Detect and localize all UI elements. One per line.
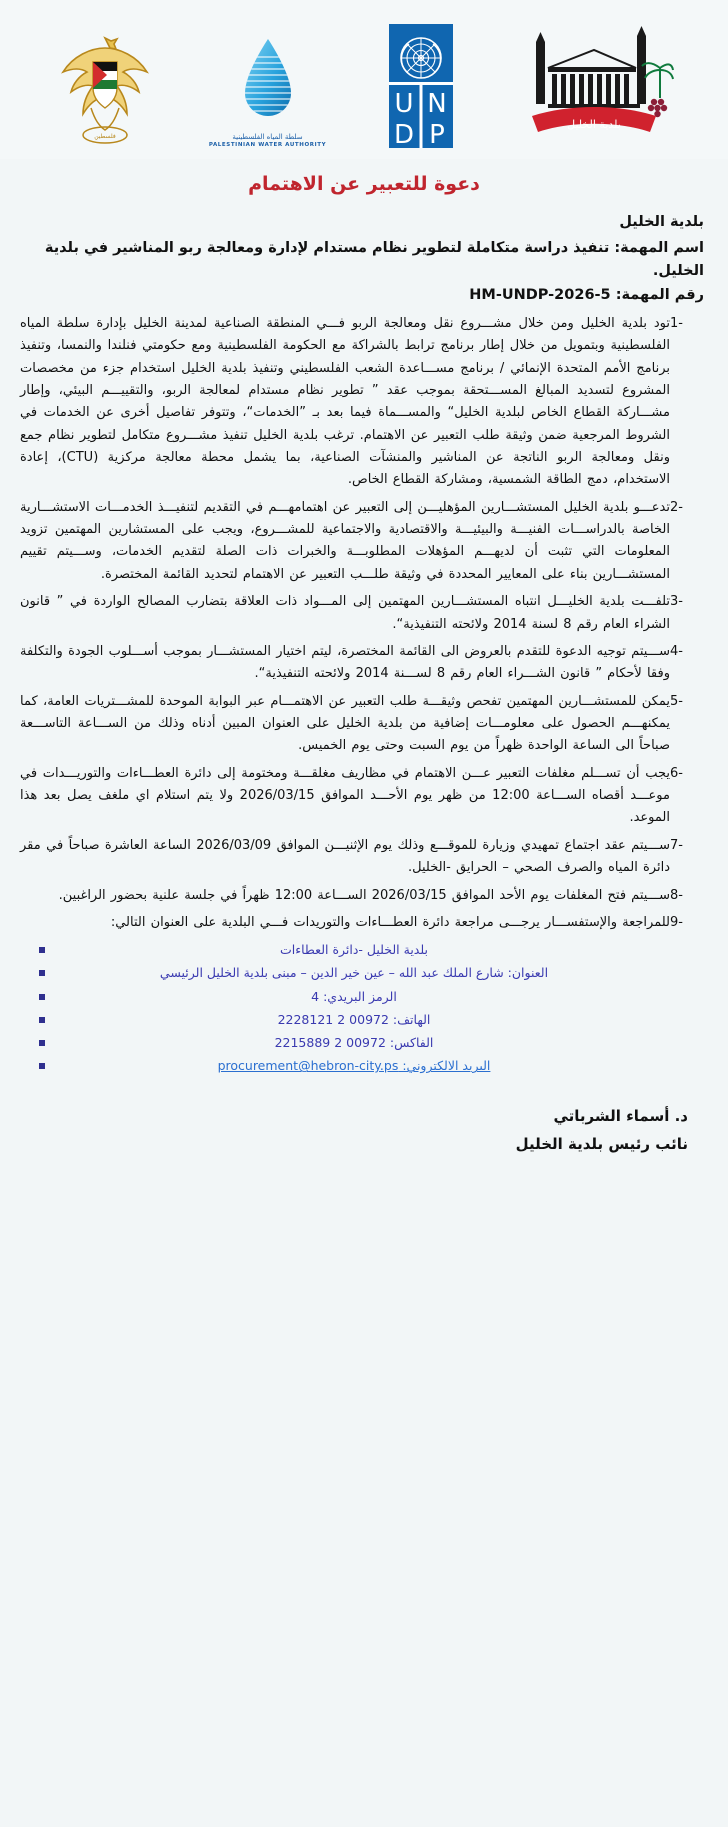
pwa-caption-ar: سلطة المياه الفلسطينية (232, 133, 303, 141)
clause-item (20, 763, 704, 830)
square-bullet-icon (34, 963, 50, 976)
clause-item (20, 641, 704, 686)
page-bottom-spacer (0, 1159, 728, 1219)
clause-text: تود بلدية الخليل ومن خلال مشـــروع نقل ومعالجة الربو فـــي المنطقة الصناعية لمدينة الخليل بإدارة سلطة المياه الفلسطينية وبتمويل من خلال إطار برنامج ترابط بالشراكة مع الحكومة الفلسطينية ومع حكومتي فنلندا والنمسا، وتنفيذ برنامج الأمم المتحدة الإنمائي / برنامج مســـاعدة الشعب الفلسطيني وتنفيذ بلدية الخليل استخدام جزء من مخصصات المشروع لتسديد المبالغ المســـتحقة بموجب عقد ” تطوير نظام مستدام لمعالجة الربو، والتقييـــم البيئي، وإطار مشـــاركة القطاع الخاص لبلدية الخليل“ والمســـماة فيما بعد بـ ”الخدمات“، وتتوفر تفاصيل أخرى عن الخدمات في الشروط المرجعية ضمن وثيقة طلب التعبير عن الاهتمام. ترغب بلدية الخليل تنفيذ مشـــروع متكامل لتطوير نظام جمع ونقل ومعالجة الربو الناتجة عن المناشير والمنشآت الصناعية، بما يشمل محطة معالجة مركزية (CTU)، إعادة الاستخدام، دمج الطاقة الشمسية، ومشاركة القطاع الخاص. (20, 315, 670, 488)
clause-number: 5- (670, 693, 683, 709)
clause-item (20, 691, 704, 758)
clause-text: ســـيتم توجيه الدعوة للتقدم بالعروض الى القائمة المختصرة، ليتم اختيار المستشـــار بموجب أســـلوب الجودة والتكلفة وفقا لأحكام ” قانون الشـــراء العام رقم 8 لســـنة 2014 ولائحته التنفيذية“. (20, 643, 670, 682)
clause-text: تدعـــو بلدية الخليل المستشـــارين المؤهليـــن إلى التعبير عن اهتمامهـــم في التقديم لتنفيـــذ الخدمـــات الاستشـــارية الخاصة بالدراســـات الفنيـــة والبيئيـــة والاقتصادية والاجتماعية للمشـــروع، ويجب على المستشارين المهتمين تزويد المعلومات التي تثبت أن لديهـــم المؤهلات المطلوبـــة والخبرات ذات الصلة لتقديم الخدمات، وســـيتم تقييم المستشـــارين بناء على المعايير المحددة في وثيقة طلـــب التعبير عن الاهتمام لتحديد القائمة المختصرة. (20, 499, 670, 582)
square-bullet-icon (34, 1010, 50, 1023)
clause-number: 2- (670, 499, 683, 515)
svg-text:U: U (393, 89, 414, 119)
clause-item (20, 313, 704, 492)
organization-name: بلدية الخليل (619, 214, 704, 230)
clause-number: 9- (670, 914, 683, 930)
mission-number-label: رقم المهمة: (610, 287, 704, 304)
signatory-position: نائب رئيس بلدية الخليل (515, 1135, 688, 1154)
clause-text: ســـيتم فتح المغلفات يوم الأحد الموافق 2026/03/15 الســـاعة 12:00 ظهراً في جلسة علنية بحضور الراغبين. (58, 887, 670, 903)
contact-list (0, 940, 728, 1077)
clause-item (20, 591, 704, 636)
clause-number: 8- (670, 887, 683, 903)
square-bullet-icon (34, 1056, 50, 1069)
square-bullet-icon (34, 1033, 50, 1046)
hebron-municipality-logo (509, 18, 679, 148)
clause-text: يمكن للمستشـــارين المهتمين تفحص وثيقـــة طلب التعبير عن الاهتمـــام عبر البوابة الموحدة للمشـــتريات العامة، كما يمكنهـــم الحصول على معلومـــات إضافية من بلدية الخليل على العنوان المبين أدناه وذلك من الســـاعة التاســـعة صباحاً الى الساعة الواحدة ظهراً من يوم السبت وحتى يوم الخميس. (20, 693, 670, 754)
clause-list (0, 313, 728, 934)
palestinian-authority-emblem (50, 18, 160, 148)
contact-department: بلدية الخليل -دائرة العطاءات (280, 942, 428, 958)
clause-text: للمراجعة والإستفســـار يرجـــى مراجعة دائرة العطـــاءات والتوريدات فـــي البلدية على العنوان التالي: (110, 914, 670, 930)
clause-number: 4- (670, 643, 683, 659)
clause-item (20, 912, 704, 934)
signature-block (0, 1080, 728, 1159)
contact-phone: الهاتف: 00972 2 2228121 (277, 1011, 431, 1027)
contact-email[interactable]: البريد الالكتروني: procurement@hebron-city.ps (217, 1058, 491, 1074)
clause-item (20, 835, 704, 880)
clause-item (20, 885, 704, 907)
logo-band (0, 0, 728, 159)
pwa-caption-en: PALESTINIAN WATER AUTHORITY (208, 142, 327, 148)
square-bullet-icon (34, 987, 50, 1000)
clause-number: 6- (670, 765, 683, 781)
clause-text: يجب أن تســـلم مغلفات التعبير عـــن الاهتمام في مظاريف مغلقـــة ومختومة إلى دائرة العطـــاءات والتوريـــدات في موعـــد أقصاه الســـاعة 12:00 من ظهر يوم الأحـــد الموافق 2026/03/15 ولا يتم استلام اي ملغف يصل بعد هذا الموعد. (20, 765, 670, 826)
signatory-name: د. أسماء الشرباتي (553, 1106, 688, 1125)
contact-item (34, 1010, 658, 1030)
contact-item (34, 987, 658, 1007)
svg-text:فلسطين: فلسطين (93, 133, 116, 140)
mission-number (0, 284, 728, 306)
contact-fax: الفاكس: 00972 2 2215889 (274, 1035, 434, 1051)
svg-text:P: P (428, 120, 445, 148)
clause-text: ســـيتم عقد اجتماع تمهيدي وزيارة للموقـــع وذلك يوم الإثنيـــن الموافق 2026/03/09 الساعة العاشرة صباحاً في مقر دائرة المياه والصرف الصحي – الحرايق -الخليل. (20, 837, 670, 876)
contact-item[interactable] (34, 1056, 658, 1076)
clause-number: 3- (670, 594, 683, 610)
clause-number: 7- (670, 837, 683, 853)
square-bullet-icon (34, 940, 50, 953)
contact-postal-code: الرمز البريدي: 4 (311, 988, 397, 1004)
contact-item (34, 963, 658, 983)
clause-text: تلفـــت بلدية الخليـــل انتباه المستشـــارين المهتمين إلى المـــواد ذات العلاقة بتضارب المصالح الواردة في ” قانون الشراء العام رقم 8 لسنة 2014 ولائحته التنفيذية“. (20, 594, 670, 632)
clause-number: 1- (670, 315, 683, 331)
mission-number-value: HM-UNDP-2026-5 (469, 287, 611, 304)
svg-text:N: N (426, 89, 447, 119)
mission-name: اسم المهمة: تنفيذ دراسة متكاملة لتطوير نظام مستدام لإدارة ومعالجة ربو المناشير في بلدية الخليل. (44, 240, 704, 279)
clause-item (20, 497, 704, 586)
palestinian-water-authority-logo (203, 18, 333, 148)
undp-logo (376, 18, 466, 148)
contact-address: العنوان: شارع الملك عبد الله – عين خير الدين – مبنى بلدية الخليل الرئيسي (159, 965, 549, 981)
svg-text:D: D (393, 120, 414, 148)
contact-item (34, 940, 658, 960)
page-title: دعوة للتعبير عن الاهتمام (248, 173, 480, 195)
hebron-ribbon-label: بلدية الخليل (566, 118, 621, 131)
contact-item (34, 1033, 658, 1053)
